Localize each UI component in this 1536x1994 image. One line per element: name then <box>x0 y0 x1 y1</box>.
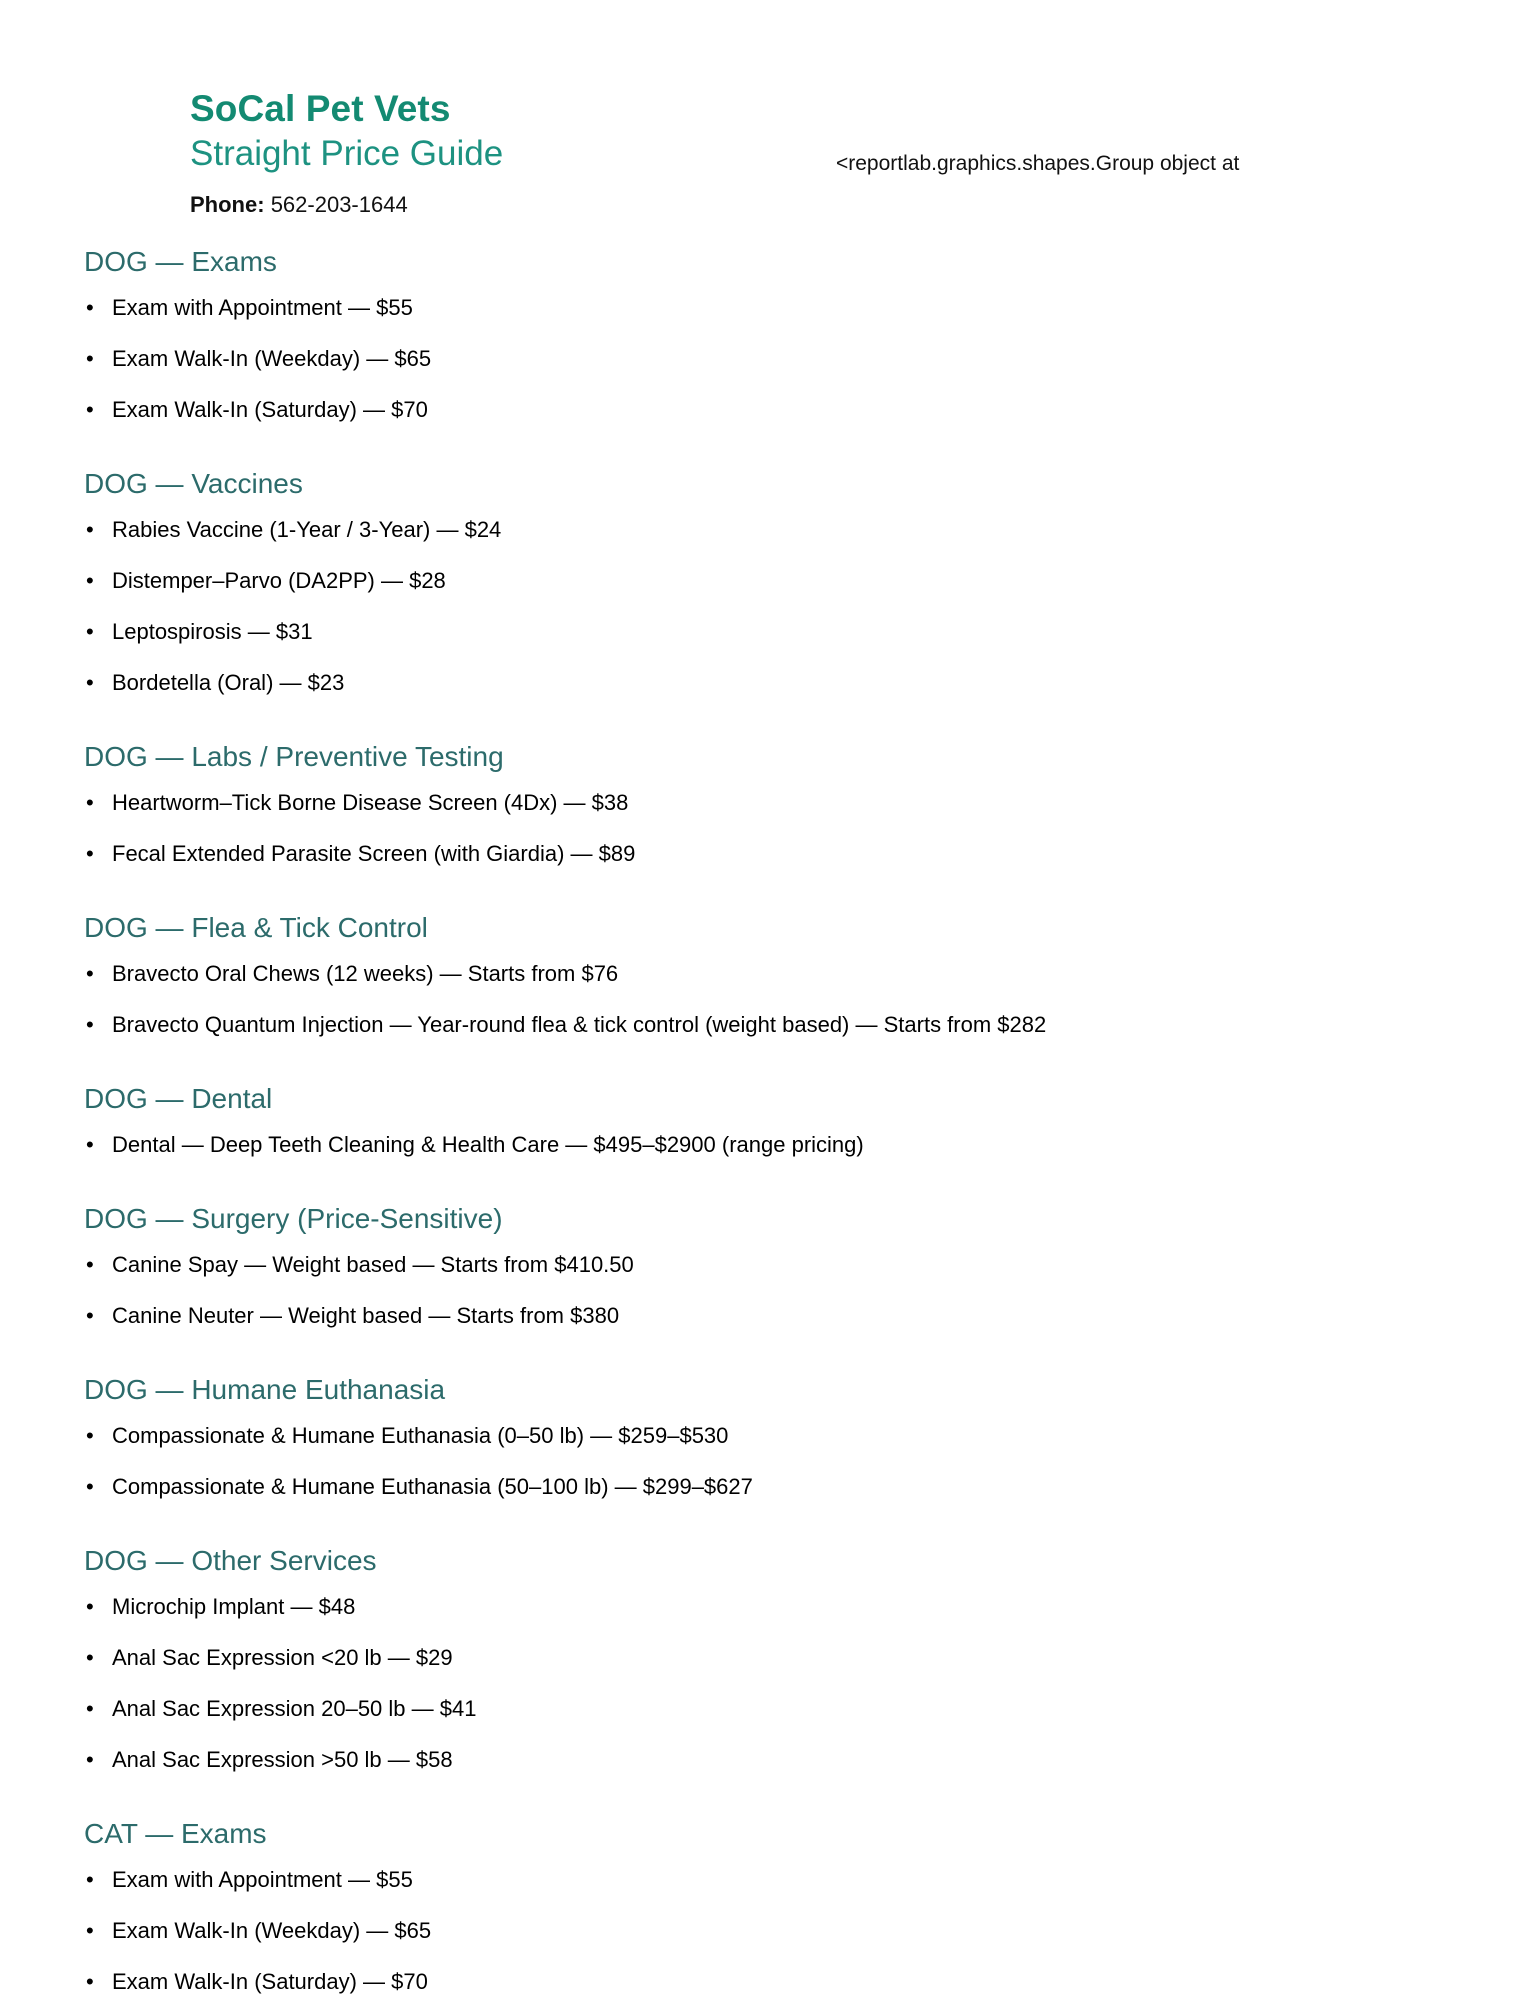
price-item-label: Dental — Deep Teeth Cleaning & Health Care — $495–$2900 (range pricing) <box>112 1132 864 1157</box>
price-item <box>0 1596 1484 1618</box>
price-item <box>0 1254 1484 1276</box>
section-gap <box>0 1036 1484 1085</box>
section-heading: DOG — Surgery (Price-Sensitive) <box>84 1203 503 1234</box>
price-item-label: Compassionate & Humane Euthanasia (0–50 lb) — $259–$530 <box>112 1423 729 1448</box>
bullet-icon: • <box>86 1747 94 1772</box>
phone-number: 562-203-1644 <box>270 191 408 217</box>
section-gap <box>0 694 1484 743</box>
price-item-label: Canine Neuter — Weight based — Starts from $380 <box>112 1303 620 1328</box>
price-item <box>0 297 1484 319</box>
bullet-icon: • <box>86 1645 94 1670</box>
price-item-label: Exam with Appointment — $55 <box>112 1867 413 1892</box>
price-item <box>0 672 1484 694</box>
price-item <box>0 1305 1484 1327</box>
price-item <box>0 1971 1484 1993</box>
price-item <box>0 1749 1484 1771</box>
price-section <box>0 1085 1484 1156</box>
bullet-icon: • <box>86 1423 94 1448</box>
price-item-label: Anal Sac Expression 20–50 lb — $41 <box>112 1696 477 1721</box>
price-item-list <box>0 792 1484 865</box>
price-item-label: Canine Spay — Weight based — Starts from $410.50 <box>112 1252 634 1277</box>
bullet-icon: • <box>86 1474 94 1499</box>
price-item-label: Exam Walk-In (Saturday) — $70 <box>112 397 428 422</box>
price-item <box>0 1698 1484 1720</box>
price-item <box>0 519 1484 541</box>
price-item <box>0 1134 1484 1156</box>
bullet-icon: • <box>86 841 94 866</box>
price-item-list <box>0 1425 1484 1498</box>
bullet-icon: • <box>86 397 94 422</box>
price-item-label: Exam with Appointment — $55 <box>112 295 413 320</box>
price-section <box>0 1205 1484 1327</box>
section-gap <box>0 1327 1484 1376</box>
price-section <box>0 914 1484 1036</box>
price-item-list <box>0 1134 1484 1156</box>
price-item-label: Microchip Implant — $48 <box>112 1594 356 1619</box>
price-item-list <box>0 1254 1484 1327</box>
logo-placeholder-text: <reportlab.graphics.shapes.Group object at <box>836 152 1240 175</box>
price-item-list <box>0 297 1484 421</box>
price-item-label: Rabies Vaccine (1-Year / 3-Year) — $24 <box>112 517 502 542</box>
document-header <box>190 88 810 218</box>
price-item-label: Compassionate & Humane Euthanasia (50–100 lb) — $299–$627 <box>112 1474 753 1499</box>
price-item-label: Exam Walk-In (Weekday) — $65 <box>112 1918 432 1943</box>
bullet-icon: • <box>86 961 94 986</box>
price-item-label: Bravecto Quantum Injection — Year-round flea & tick control (weight based) — Starts from $282 <box>112 1012 1047 1037</box>
bullet-icon: • <box>86 1696 94 1721</box>
bullet-icon: • <box>86 1867 94 1892</box>
section-heading: DOG — Exams <box>84 246 277 277</box>
brand-title: SoCal Pet Vets <box>190 88 451 129</box>
price-item <box>0 621 1484 643</box>
price-item-label: Exam Walk-In (Weekday) — $65 <box>112 346 432 371</box>
bullet-icon: • <box>86 1132 94 1157</box>
price-item <box>0 1920 1484 1942</box>
phone-label: Phone: <box>190 191 265 217</box>
bullet-icon: • <box>86 1012 94 1037</box>
bullet-icon: • <box>86 670 94 695</box>
price-item-label: Leptospirosis — $31 <box>112 619 313 644</box>
price-item <box>0 963 1484 985</box>
price-item-label: Fecal Extended Parasite Screen (with Giardia) — $89 <box>112 841 636 866</box>
price-section <box>0 1820 1484 1993</box>
bullet-icon: • <box>86 346 94 371</box>
price-section <box>0 1376 1484 1498</box>
section-heading: CAT — Exams <box>84 1818 267 1849</box>
bullet-icon: • <box>86 790 94 815</box>
price-item-label: Distemper–Parvo (DA2PP) — $28 <box>112 568 446 593</box>
price-item-label: Bordetella (Oral) — $23 <box>112 670 345 695</box>
price-item-label: Heartworm–Tick Borne Disease Screen (4Dx) — $38 <box>112 790 629 815</box>
section-heading: DOG — Other Services <box>84 1545 377 1576</box>
section-gap <box>0 865 1484 914</box>
price-item-list <box>0 963 1484 1036</box>
price-item <box>0 1014 1484 1036</box>
price-item <box>0 843 1484 865</box>
section-gap <box>0 1771 1484 1820</box>
price-item-list <box>0 519 1484 694</box>
price-item <box>0 399 1484 421</box>
price-item-list <box>0 1869 1484 1993</box>
section-heading: DOG — Labs / Preventive Testing <box>84 741 504 772</box>
bullet-icon: • <box>86 1918 94 1943</box>
price-section <box>0 1547 1484 1771</box>
section-gap <box>0 421 1484 470</box>
brand-subtitle: Straight Price Guide <box>190 134 504 174</box>
price-item <box>0 792 1484 814</box>
section-gap <box>0 1156 1484 1205</box>
price-item-list <box>0 1596 1484 1771</box>
price-item-label: Anal Sac Expression >50 lb — $58 <box>112 1747 453 1772</box>
section-gap <box>0 1498 1484 1547</box>
price-item-label: Anal Sac Expression <20 lb — $29 <box>112 1645 453 1670</box>
section-heading: DOG — Flea & Tick Control <box>84 912 428 943</box>
section-heading: DOG — Vaccines <box>84 468 303 499</box>
section-heading: DOG — Humane Euthanasia <box>84 1374 446 1405</box>
bullet-icon: • <box>86 619 94 644</box>
price-section <box>0 248 1484 421</box>
bullet-icon: • <box>86 1594 94 1619</box>
price-section <box>0 743 1484 865</box>
section-heading: DOG — Dental <box>84 1083 273 1114</box>
price-item-label: Bravecto Oral Chews (12 weeks) — Starts from $76 <box>112 961 619 986</box>
phone-line <box>190 192 810 218</box>
price-list-body <box>0 248 1484 1993</box>
bullet-icon: • <box>86 517 94 542</box>
price-item <box>0 1476 1484 1498</box>
bullet-icon: • <box>86 1252 94 1277</box>
price-item-label: Exam Walk-In (Saturday) — $70 <box>112 1969 428 1994</box>
price-item <box>0 348 1484 370</box>
price-item <box>0 570 1484 592</box>
bullet-icon: • <box>86 295 94 320</box>
price-item <box>0 1647 1484 1669</box>
bullet-icon: • <box>86 568 94 593</box>
bullet-icon: • <box>86 1303 94 1328</box>
bullet-icon: • <box>86 1969 94 1994</box>
price-item <box>0 1425 1484 1447</box>
price-item <box>0 1869 1484 1891</box>
price-section <box>0 470 1484 694</box>
